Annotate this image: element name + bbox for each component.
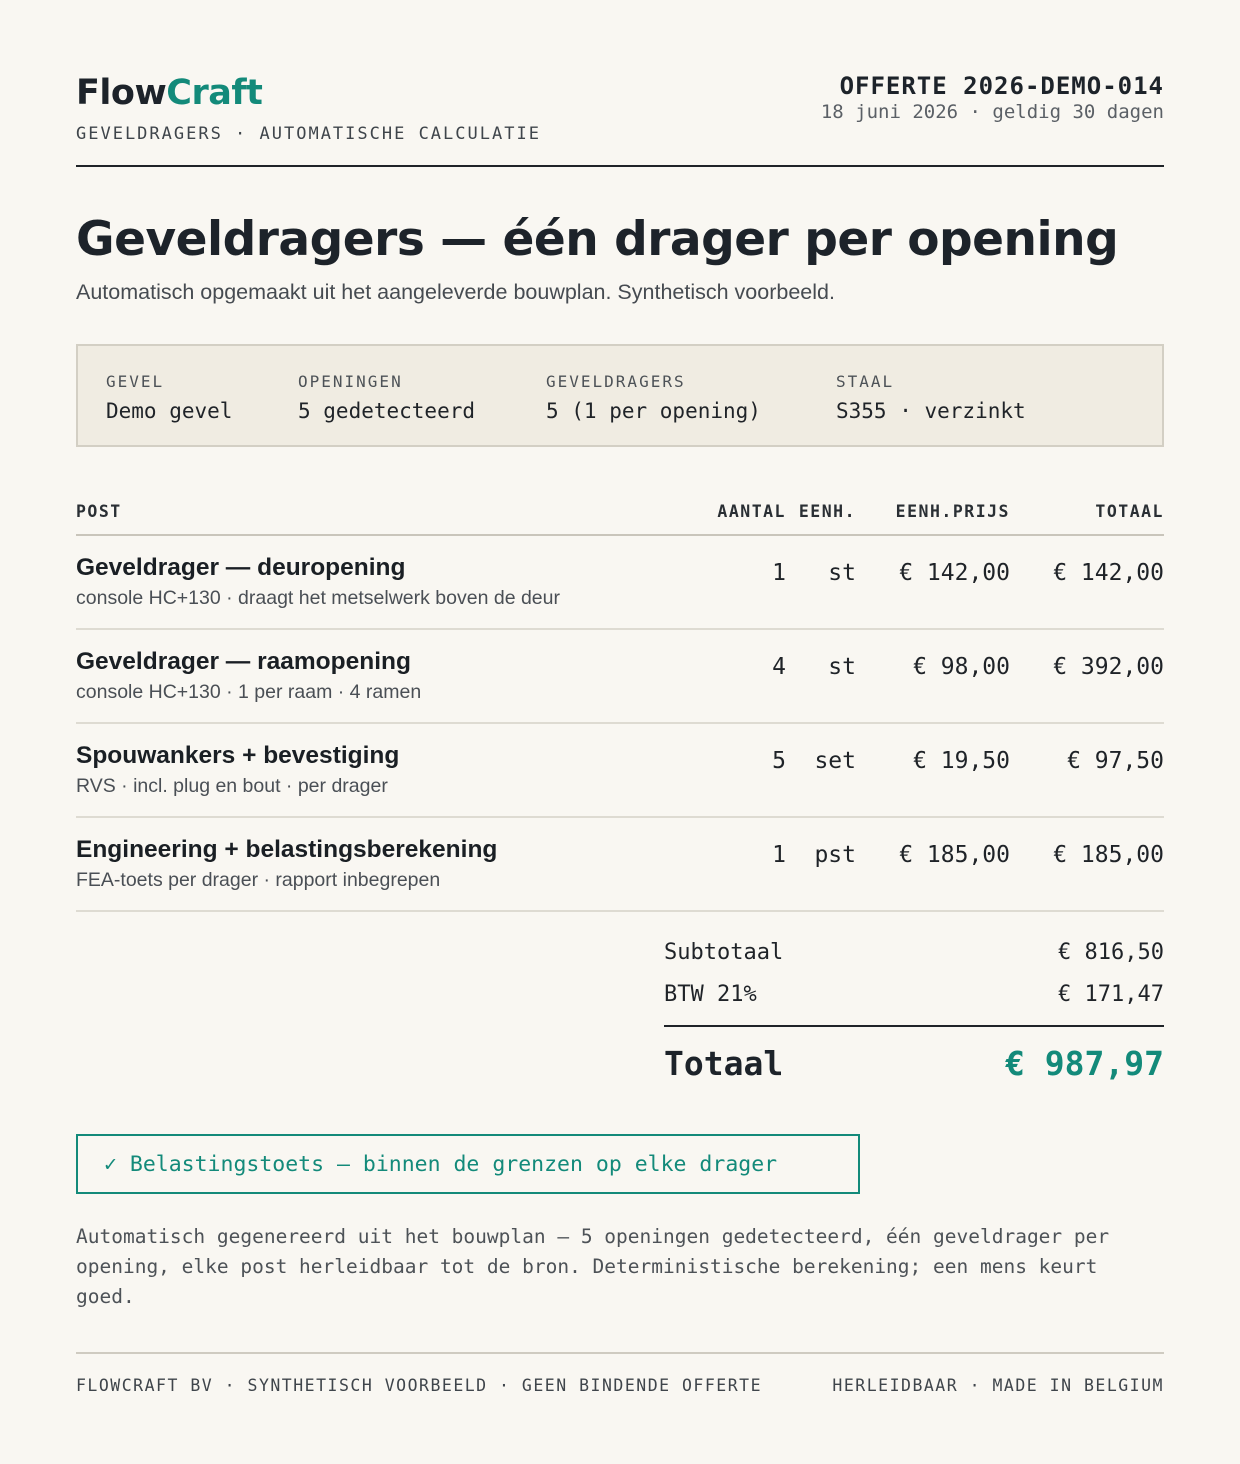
logo-flow: Flow [76, 73, 167, 113]
totals-divider [664, 1025, 1164, 1027]
info-geveldragers [546, 372, 761, 423]
page-title: Geveldragers — één drager per opening [76, 212, 1119, 267]
row-total: € 142,00 [1053, 560, 1164, 586]
generation-note: Automatisch gegenereerd uit het bouwplan — 5 openingen gedetecteerd, één geveldrager per opening, elke post herleidbaar tot de bron. Deterministische berekening; een mens keurt goed. [76, 1225, 1110, 1308]
quote-id: OFFERTE 2026-DEMO-014 [839, 72, 1164, 100]
row-unit-price: € 19,50 [913, 748, 1010, 774]
row-total: € 392,00 [1053, 654, 1164, 680]
footer-divider [76, 1352, 1164, 1354]
table-row [76, 724, 1164, 818]
row-unit: pst [814, 842, 856, 868]
row-qty: 4 [772, 654, 786, 680]
table-row [76, 818, 1164, 912]
info-label: STAAL [836, 372, 895, 391]
logo [76, 72, 541, 114]
col-header-eenh: EENH. [798, 502, 856, 521]
row-description: console HC+130 · draagt het metselwerk boven de deur [76, 587, 560, 609]
col-header-eenhprijs: EENH.PRIJS [895, 502, 1010, 521]
row-total: € 185,00 [1053, 842, 1164, 868]
row-unit: st [828, 560, 856, 586]
row-unit-price: € 142,00 [899, 560, 1010, 586]
row-name: Spouwankers + bevestiging [76, 742, 400, 769]
footer-right: HERLEIDBAAR · MADE IN BELGIUM [832, 1376, 1164, 1395]
table-row [76, 630, 1164, 724]
row-unit: set [814, 748, 856, 774]
row-description: RVS · incl. plug en bout · per drager [76, 775, 388, 797]
grand-total-label: Totaal [664, 1044, 784, 1083]
info-label: OPENINGEN [298, 372, 403, 391]
footer-left: FLOWCRAFT BV · SYNTHETISCH VOORBEELD · GEEN BINDENDE OFFERTE [76, 1376, 763, 1395]
info-value: 5 gedetecteerd [298, 399, 476, 423]
col-header-aantal: AANTAL [717, 502, 786, 521]
info-gevel [106, 372, 232, 423]
row-name: Geveldrager — raamopening [76, 648, 411, 675]
row-name: Engineering + belastingsberekening [76, 836, 498, 863]
row-unit-price: € 185,00 [899, 842, 1010, 868]
info-label: GEVEL [106, 372, 165, 391]
table-row [76, 536, 1164, 630]
quote-date: 18 juni 2026 · geldig 30 dagen [820, 101, 1164, 123]
info-label: GEVELDRAGERS [546, 372, 686, 391]
row-description: console HC+130 · 1 per raam · 4 ramen [76, 681, 422, 703]
row-unit-price: € 98,00 [913, 654, 1010, 680]
row-total: € 97,50 [1067, 748, 1164, 774]
row-unit: st [828, 654, 856, 680]
info-staal [836, 372, 1026, 423]
logo-craft: Craft [166, 73, 263, 113]
info-value: 5 (1 per opening) [546, 399, 761, 423]
col-header-post: POST [76, 502, 122, 521]
page-subtitle: Automatisch opgemaakt uit het aangeleverde bouwplan. Synthetisch voorbeeld. [76, 280, 835, 304]
row-qty: 1 [772, 560, 786, 586]
header [76, 0, 1164, 144]
brand-block [76, 72, 541, 144]
load-check-badge: ✓ Belastingstoets — binnen de grenzen op elke drager [76, 1134, 860, 1194]
subtotal-label: Subtotaal [664, 940, 784, 965]
row-qty: 5 [772, 748, 786, 774]
header-divider [76, 165, 1164, 167]
tagline: GEVELDRAGERS · AUTOMATISCHE CALCULATIE [76, 124, 541, 144]
project-info-box [76, 344, 1164, 447]
vat-value: € 171,47 [1058, 982, 1164, 1007]
row-name: Geveldrager — deuropening [76, 554, 406, 581]
info-value: Demo gevel [106, 399, 233, 423]
vat-label: BTW 21% [664, 982, 757, 1007]
grand-total-value: € 987,97 [1005, 1044, 1164, 1083]
quote-reference [821, 72, 1164, 144]
row-description: FEA-toets per drager · rapport inbegrepen [76, 869, 441, 891]
info-value: S355 · verzinkt [836, 399, 1026, 423]
col-header-totaal: TOTAAL [1095, 502, 1164, 521]
info-openingen [298, 372, 475, 423]
row-qty: 1 [772, 842, 786, 868]
quote-document [0, 0, 1240, 144]
subtotal-value: € 816,50 [1058, 940, 1164, 965]
